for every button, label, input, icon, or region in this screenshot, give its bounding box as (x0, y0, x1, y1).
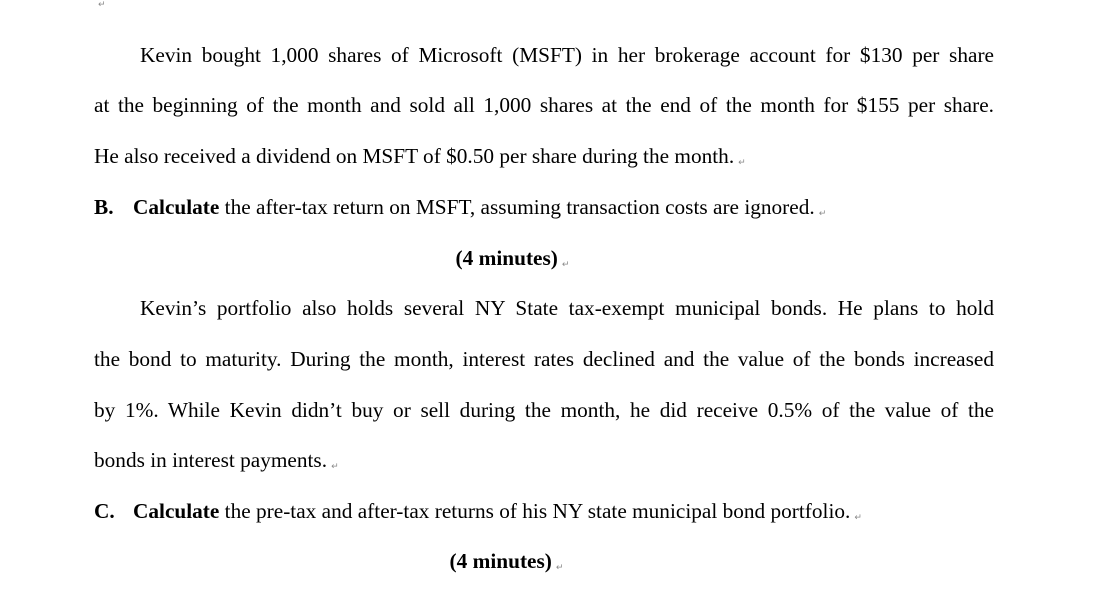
paragraph-mark-top: ↵ (98, 0, 106, 10)
paragraph2-line2: the bond to maturity. During the month, interest rates declined and the value of the bonds increased (94, 347, 994, 371)
paragraph2-line3: by 1%. While Kevin didn’t buy or sell during the month, he did receive 0.5% of the value of the (94, 398, 994, 422)
paragraph2-line4 (94, 447, 994, 480)
paragraph1-line3 (94, 143, 994, 176)
question-b-label: B. (94, 195, 114, 219)
question-c-label: C. (94, 499, 115, 523)
paragraph2-line4-text: bonds in interest payments. (94, 448, 328, 472)
paragraph-mark: ↵ (561, 260, 570, 270)
question-b (94, 194, 994, 227)
paragraph-mark: ↵ (331, 462, 339, 472)
paragraph-mark: ↵ (854, 513, 862, 523)
question-c (94, 498, 994, 531)
question-b-text: the after-tax return on MSFT, assuming transaction costs are ignored. (219, 195, 815, 219)
paragraph1-line3-text: He also received a dividend on MSFT of $0.50 per share during the month. (94, 144, 735, 168)
question-c-time: (4 minutes) (449, 549, 552, 573)
paragraph-mark: ↵ (818, 209, 827, 219)
paragraph1-line2: at the beginning of the month and sold all 1,000 shares at the end of the month for $155 per share. (94, 93, 994, 117)
document-page (94, 0, 994, 595)
paragraph2-line1: Kevin’s portfolio also holds several NY State tax-exempt municipal bonds. He plans to hold (140, 296, 994, 320)
question-b-verb: Calculate (133, 195, 220, 219)
paragraph1-line1: Kevin bought 1,000 shares of Microsoft (MSFT) in her brokerage account for $130 per share (140, 43, 994, 67)
question-c-time-row (0, 548, 1013, 581)
question-c-text: the pre-tax and after-tax returns of his NY state municipal bond portfolio. (219, 499, 851, 523)
question-b-time-row (0, 245, 1025, 278)
question-c-verb: Calculate (133, 499, 220, 523)
paragraph-mark: ↵ (555, 563, 564, 573)
question-b-time: (4 minutes) (455, 246, 558, 270)
paragraph-mark: ↵ (738, 158, 746, 168)
